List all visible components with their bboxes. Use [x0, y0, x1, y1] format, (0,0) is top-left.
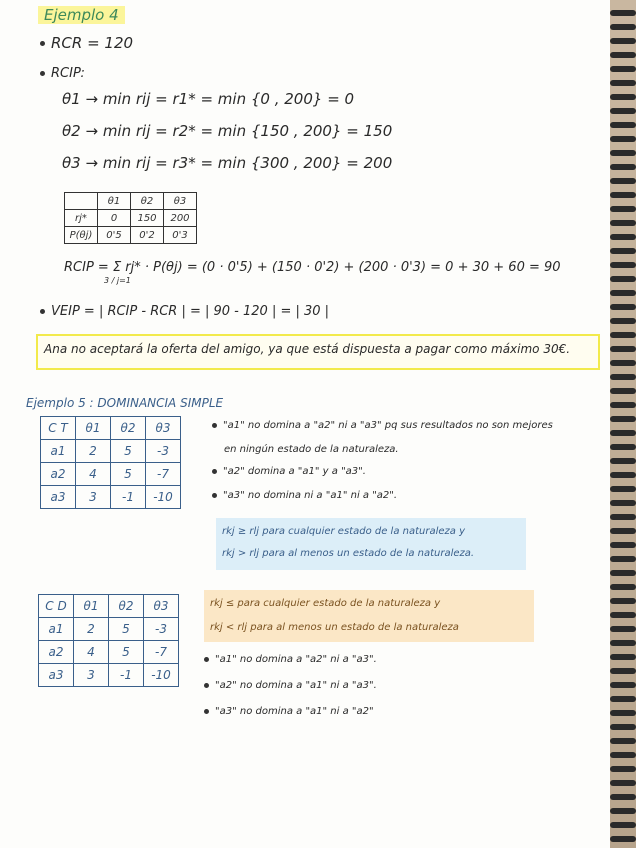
table-row [65, 227, 197, 244]
table-cell: 5 [111, 463, 146, 486]
spiral-coil [610, 808, 636, 814]
spiral-coil [610, 332, 636, 338]
spiral-coil [610, 822, 636, 828]
spiral-coil [610, 528, 636, 534]
spiral-coil [610, 696, 636, 702]
spiral-coil [610, 738, 636, 744]
table-cell [65, 193, 98, 210]
spiral-coil [610, 24, 636, 30]
table-cell: 4 [76, 463, 111, 486]
spiral-coil [610, 766, 636, 772]
table-row [41, 463, 181, 486]
table-cell: 5 [111, 440, 146, 463]
spiral-coil [610, 724, 636, 730]
note-ct-4: "a3" no domina ni a "a1" ni a "a2". [212, 490, 397, 501]
spiral-coil [610, 388, 636, 394]
cd-header-row [39, 595, 179, 618]
spiral-coil [610, 514, 636, 520]
table-cell: θ2 [111, 417, 146, 440]
table-cell: C D [39, 595, 74, 618]
note-ct-1: "a1" no domina a "a2" ni a "a3" pq sus resultados no son mejores [212, 420, 553, 431]
table-cell: -1 [111, 486, 146, 509]
table-ct [40, 416, 181, 509]
table-cell: -1 [109, 664, 144, 687]
table-row [39, 618, 179, 641]
spiral-coil [610, 430, 636, 436]
note-cd-3: "a3" no domina a "a1" ni a "a2" [204, 706, 374, 717]
table-cell: -7 [146, 463, 181, 486]
spiral-coil [610, 836, 636, 842]
table-cell: 0'5 [98, 227, 131, 244]
rule-ct-1: rkj ≥ rlj para cualquier estado de la naturaleza y [222, 526, 465, 537]
spiral-coil [610, 346, 636, 352]
spiral-coil [610, 668, 636, 674]
table-cell: θ2 [109, 595, 144, 618]
ct-header-row [41, 417, 181, 440]
table-row [41, 486, 181, 509]
spiral-coil [610, 444, 636, 450]
table-cell: 200 [164, 210, 197, 227]
bullet-icon [204, 709, 209, 714]
table-cell: a2 [41, 463, 76, 486]
theta1-line: θ1 → min rij = r1* = min {0 , 200} = 0 [62, 90, 355, 108]
table-cell: θ2 [131, 193, 164, 210]
note-cd-1: "a1" no domina a "a2" ni a "a3". [204, 654, 377, 665]
note-cd-2: "a2" no domina a "a1" ni a "a3". [204, 680, 377, 691]
table-cell: θ3 [144, 595, 179, 618]
spiral-coil [610, 192, 636, 198]
table-cell: a1 [41, 440, 76, 463]
table-cell: P(θj) [65, 227, 98, 244]
spiral-coil [610, 136, 636, 142]
rule-cd-2: rkj < rlj para al menos un estado de la naturaleza [210, 622, 459, 633]
table-cell: 5 [109, 641, 144, 664]
spiral-coil [610, 556, 636, 562]
spiral-coil [610, 416, 636, 422]
table-cell: θ3 [146, 417, 181, 440]
table-cell: -3 [144, 618, 179, 641]
rcip-formula: RCIP = Σ rj* · P(θj) = (0 · 0'5) + (150 · 0'2) + (200 · 0'3) = 0 + 30 + 60 = 90 [64, 260, 561, 275]
spiral-coil [610, 640, 636, 646]
ejemplo4-title: Ejemplo 4 [38, 6, 125, 24]
table-cell: 0 [98, 210, 131, 227]
spiral-coil [610, 710, 636, 716]
table-cell: θ1 [76, 417, 111, 440]
spiral-coil [610, 108, 636, 114]
spiral-coil [610, 654, 636, 660]
spiral-coil [610, 234, 636, 240]
conclusion-text: Ana no aceptará la oferta del amigo, ya que está dispuesta a pagar como máximo 30€. [44, 342, 571, 356]
table-cell: C T [41, 417, 76, 440]
table-cell: 5 [109, 618, 144, 641]
note-ct-3: "a2" domina a "a1" y a "a3". [212, 466, 366, 477]
rule-ct-2: rkj > rlj para al menos un estado de la naturaleza. [222, 548, 475, 559]
table-cell: θ3 [164, 193, 197, 210]
table-cell: a3 [41, 486, 76, 509]
spiral-coil [610, 752, 636, 758]
spiral-coil [610, 598, 636, 604]
spiral-coil [610, 682, 636, 688]
table-row [41, 440, 181, 463]
table-cell: rj* [65, 210, 98, 227]
table-cell: θ1 [98, 193, 131, 210]
table-cell: 0'3 [164, 227, 197, 244]
table-row [65, 210, 197, 227]
theta2-line: θ2 → min rij = r2* = min {150 , 200} = 150 [62, 122, 393, 140]
spiral-binding [610, 0, 636, 848]
spiral-coil [610, 402, 636, 408]
spiral-coil [610, 542, 636, 548]
table-cell: -10 [144, 664, 179, 687]
spiral-coil [610, 318, 636, 324]
theta3-line: θ3 → min rij = r3* = min {300 , 200} = 200 [62, 154, 393, 172]
table-cell: -10 [146, 486, 181, 509]
bullet-icon [204, 683, 209, 688]
spiral-coil [610, 80, 636, 86]
spiral-coil [610, 206, 636, 212]
table-cell: 4 [74, 641, 109, 664]
spiral-coil [610, 472, 636, 478]
spiral-coil [610, 248, 636, 254]
spiral-coil [610, 794, 636, 800]
spiral-coil [610, 570, 636, 576]
rcip-label: RCIP: [40, 66, 85, 81]
rule-cd-1: rkj ≤ para cualquier estado de la naturaleza y [210, 598, 441, 609]
bullet-icon [212, 493, 217, 498]
bullet-icon [212, 469, 217, 474]
table-cell: a3 [39, 664, 74, 687]
bullet-icon [40, 309, 45, 314]
spiral-coil [610, 122, 636, 128]
table-cell: 150 [131, 210, 164, 227]
spiral-coil [610, 500, 636, 506]
spiral-coil [610, 150, 636, 156]
table-cd [38, 594, 179, 687]
spiral-coil [610, 52, 636, 58]
bullet-icon [40, 71, 45, 76]
table-cell: a2 [39, 641, 74, 664]
spiral-coil [610, 10, 636, 16]
ejemplo4-header-row [65, 193, 197, 210]
spiral-coil [610, 612, 636, 618]
spiral-coil [610, 38, 636, 44]
spiral-coil [610, 626, 636, 632]
bullet-icon [40, 41, 45, 46]
spiral-coil [610, 178, 636, 184]
table-cell: 3 [74, 664, 109, 687]
spiral-coil [610, 220, 636, 226]
spiral-coil [610, 290, 636, 296]
table-cell: 2 [76, 440, 111, 463]
table-cell: 0'2 [131, 227, 164, 244]
spiral-coil [610, 360, 636, 366]
table-row [39, 664, 179, 687]
rcr-line: RCR = 120 [40, 34, 133, 52]
spiral-coil [610, 486, 636, 492]
spiral-coil [610, 584, 636, 590]
spiral-coil [610, 262, 636, 268]
ejemplo4-table [64, 192, 197, 244]
table-cell: θ1 [74, 595, 109, 618]
spiral-coil [610, 66, 636, 72]
spiral-coil [610, 458, 636, 464]
spiral-coil [610, 276, 636, 282]
spiral-coil [610, 374, 636, 380]
table-cell: 3 [76, 486, 111, 509]
table-cell: -3 [146, 440, 181, 463]
spiral-coil [610, 164, 636, 170]
ejemplo5-title: Ejemplo 5 : DOMINANCIA SIMPLE [26, 396, 224, 410]
sum-bounds: 3 / j=1 [104, 276, 131, 285]
note-ct-2: en ningún estado de la naturaleza. [224, 444, 399, 455]
table-row [39, 641, 179, 664]
table-cell: -7 [144, 641, 179, 664]
table-cell: a1 [39, 618, 74, 641]
spiral-coil [610, 304, 636, 310]
bullet-icon [212, 423, 217, 428]
table-cell: 2 [74, 618, 109, 641]
spiral-coil [610, 94, 636, 100]
veip-line: VEIP = | RCIP - RCR | = | 90 - 120 | = | 30 | [40, 304, 329, 319]
bullet-icon [204, 657, 209, 662]
spiral-coil [610, 780, 636, 786]
